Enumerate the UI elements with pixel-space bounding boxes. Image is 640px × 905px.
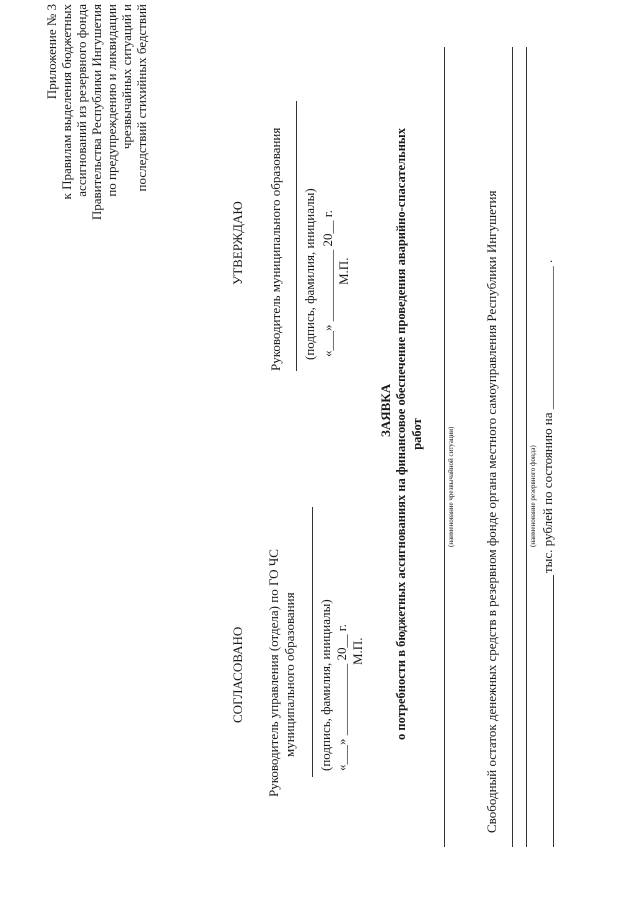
appendix-line: чрезвычайных ситуаций и [119, 4, 134, 150]
approve-stamp: М.П. [336, 257, 351, 285]
approve-heading: УТВЕРЖДАЮ [230, 201, 245, 285]
agree-heading: СОГЛАСОВАНО [230, 626, 245, 723]
agree-date-line: «___» ___________ 20__ г. [334, 624, 349, 771]
fund-hint: (наименование резервного фонда) [529, 445, 537, 547]
agree-role-line1: Руководитель управления (отдела) по ГО ЧС [266, 549, 281, 797]
appendix-line: Приложение № 3 [44, 4, 59, 100]
appendix-line: последствий стихийных бедствий [134, 4, 149, 192]
balance-text: Свободный остаток денежных средств в резервном фонде органа местного самоуправления Республики Ингушетия [484, 190, 499, 833]
approve-role: Руководитель муниципального образования [268, 127, 283, 371]
rubles-amount-line [553, 575, 554, 847]
request-title: ЗАЯВКА [378, 383, 393, 437]
agree-role-line2: муниципального образования [282, 592, 297, 757]
request-subtitle-line2: работ [410, 418, 424, 450]
agree-signature-line [312, 507, 313, 777]
emergency-name-line [444, 47, 445, 847]
appendix-line: к Правилам выделения бюджетных [59, 4, 74, 200]
appendix-line: Правительства Республики Ингушетия [89, 4, 104, 221]
fund-name-line-1 [512, 47, 513, 847]
approve-signature-line [296, 101, 297, 371]
approve-sign-hint: (подпись, фамилия, инициалы) [302, 188, 317, 360]
agree-stamp: М.П. [350, 637, 365, 665]
appendix-block [44, 4, 149, 220]
agree-sign-hint: (подпись, фамилия, инициалы) [318, 599, 333, 771]
appendix-line: ассигнований из резервного фонда [74, 4, 89, 197]
emergency-hint: (наименование чрезвычайной ситуации) [447, 426, 455, 547]
request-subtitle-line1: о потребности в бюджетных ассигнованиях на финансовое обеспечение проведения аварийно-спасательных [394, 128, 408, 740]
appendix-line: по предупреждению и ликвидации [104, 4, 119, 197]
approve-date-line: «___» ___________ 20__ г. [320, 210, 335, 357]
fund-name-line-2 [526, 47, 527, 847]
rubles-text: тыс. рублей по состоянию на ______________________ . [540, 259, 555, 573]
